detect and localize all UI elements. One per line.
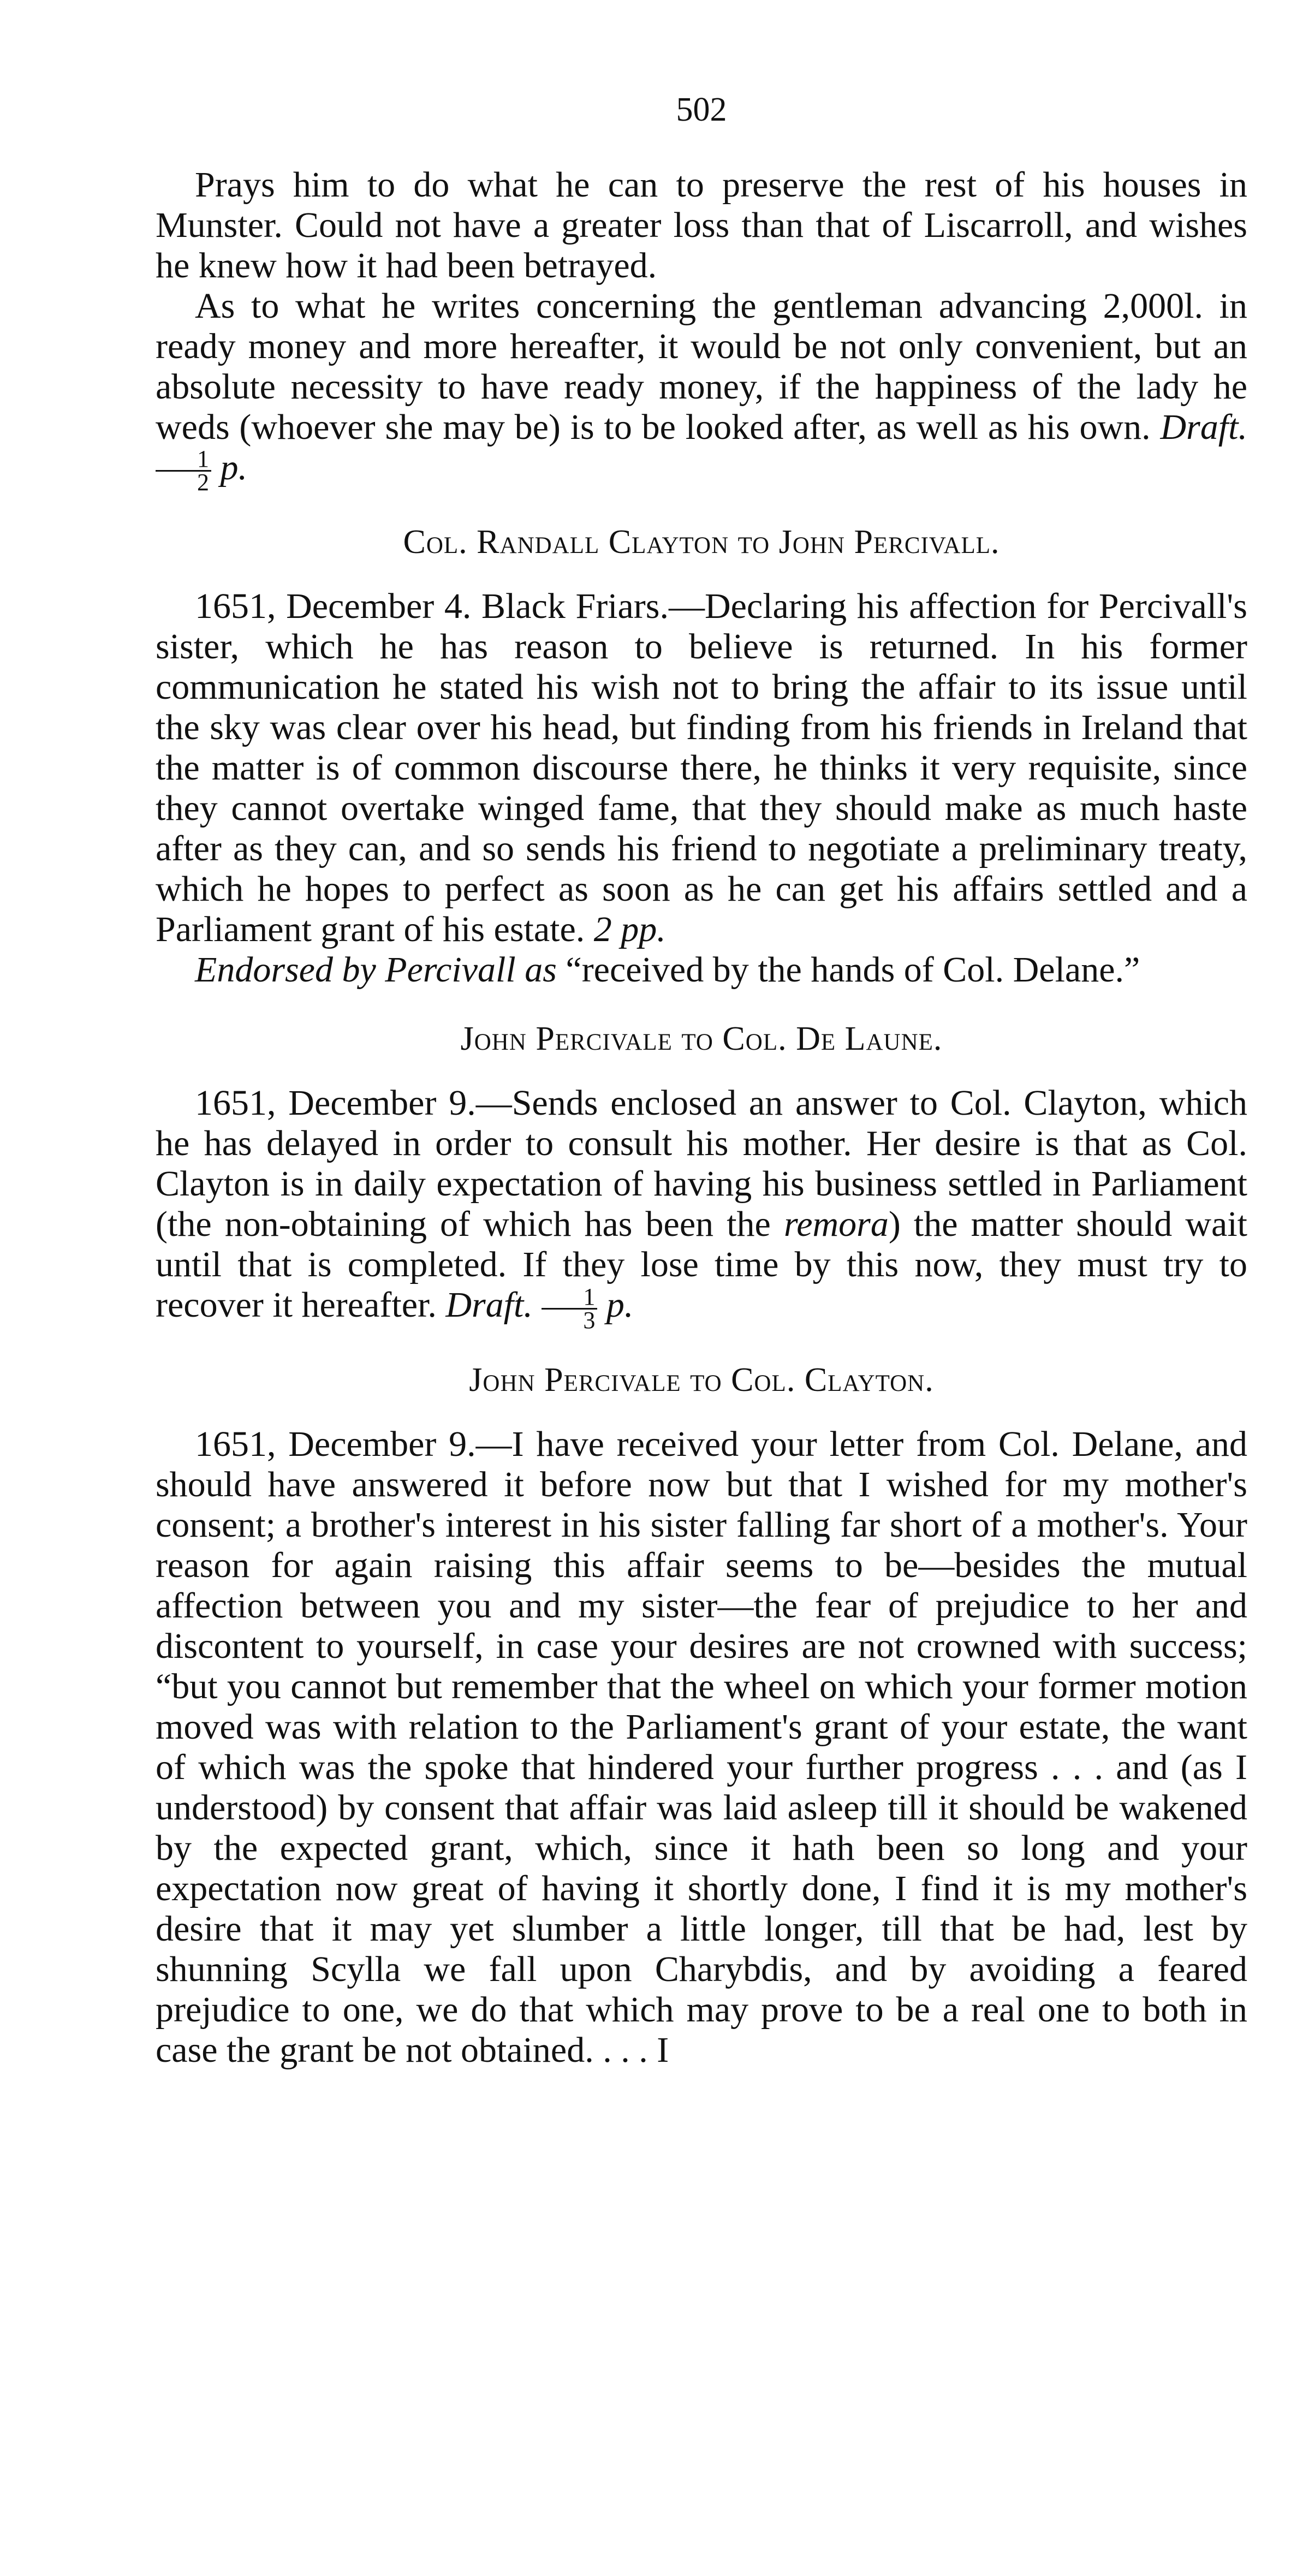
heading-percivale-to-de-laune: John Percivale to Col. De Laune. xyxy=(460,1020,943,1058)
heading-clayton-to-percivall: Col. Randall Clayton to John Percivall. xyxy=(403,523,1000,561)
draft-note: Draft. xyxy=(1160,407,1247,447)
paragraph-clayton-letter-text: 1651, December 4. Black Friars.—Declaring his affection for Percivall's sister, which he has reason to believe is returned. In his former communication he stated his wish not to bring the affair to its issue until the sky was clear over his head, but finding from his friends in Ireland that the matter is of common discourse there, he thinks it very requisite, since they cannot overtake winged fame, that they should make as much haste after as they can, and so sends his friend to negotiate a preliminary treaty, which he hopes to perfect as soon as he can get his affairs settled and a Parliament grant of his estate. xyxy=(156,586,1247,950)
page-number: 502 xyxy=(676,91,727,128)
paragraph-endorsement xyxy=(156,950,1247,990)
paragraph-percivale-clayton: 1651, December 9.—I have received your letter from Col. Delane, and should have answered it before now but that I wished for my mother's consent; a brother's interest in his sister falling far short of a mother's. Your reason for again raising this affair seems to be—besides the mutual affection between you and my sister—the fear of prejudice to her and discontent to yourself, in case your desires are not crowned with success; “but you cannot but remember that the wheel on which your former motion moved was with relation to the Parliament's grant of your estate, the want of which was the spoke that hindered your further progress . . . and (as I understood) by consent that affair was laid asleep till it should be wakened by the expected grant, which, since it hath been so long and your expectation now great of having it shortly done, I find it is my mother's desire that it may yet slumber a little longer, till that be had, lest by shunning Scylla we fall upon Charybdis, and by avoiding a feared prejudice to one, we do that which may prove to be a real one to both in case the grant be not obtained. . . . I xyxy=(156,1424,1247,2070)
draft-note-2: Draft. xyxy=(445,1285,533,1325)
paragraph-clayton-letter xyxy=(156,586,1247,950)
paragraph-ready-money-text: As to what he writes concerning the gentleman advancing 2,000l. in ready money and more hereafter, it would be not only convenient, but an absolute necessity to have ready money, if the happiness of the lady he weds (whoever she may be) is to be looked after, as well as his own. xyxy=(156,286,1247,447)
fraction-third: $\frac{1}{3}$ xyxy=(542,1286,597,1331)
paragraph-ready-money xyxy=(156,286,1247,496)
paragraph-houses-munster: Prays him to do what he can to preserve the rest of his houses in Munster. Could not have a greater loss than that of Liscarroll, and wishes he knew how it had been betrayed. xyxy=(156,165,1247,285)
endorsement-label: Endorsed by Percivall as xyxy=(195,950,557,990)
page-count: 2 pp. xyxy=(593,909,666,950)
remora-term: remora xyxy=(783,1204,889,1245)
fraction-half: $\frac{1}{2}$ xyxy=(156,448,211,493)
endorsement-quote: “received by the hands of Col. Delane.” xyxy=(566,950,1140,990)
heading-percivale-to-clayton: John Percivale to Col. Clayton. xyxy=(469,1361,934,1399)
page-unit: p. xyxy=(220,448,247,487)
paragraph-percivale-de-laune: 1651, December 9.—Sends enclosed an answer to Col. Clayton, which he has delayed in order to consult his mother. Her desire is that as Col. Clayton is in daily expectation of having his business settled in Parliament (the non-obtaining of which has been the remora) the matter should wait until that is completed. If they lose time by this now, they must try to recover it hereafter. Draft. $\frac{1}{3}$ p. xyxy=(156,1083,1248,1334)
page-unit-2: p. xyxy=(606,1285,634,1325)
document-page xyxy=(156,93,1247,2071)
